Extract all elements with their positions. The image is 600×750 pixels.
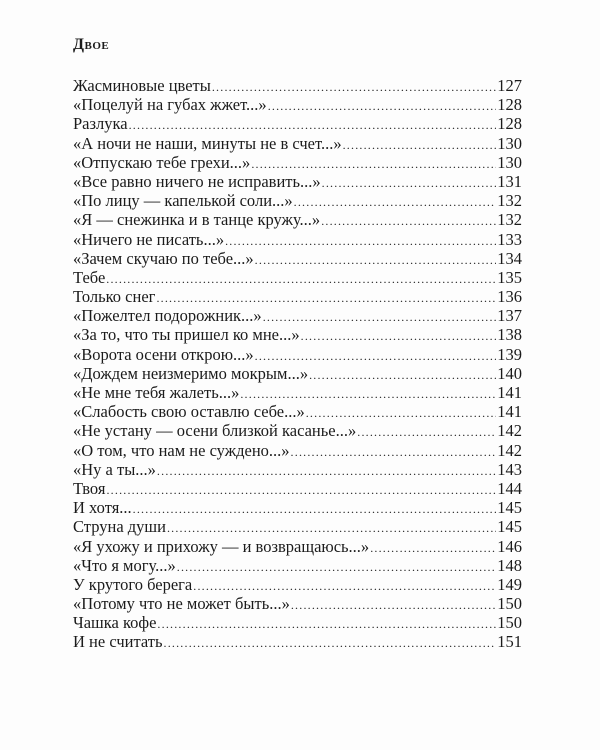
dot-leader [106, 481, 496, 500]
dot-leader [268, 97, 497, 116]
toc-entry-page: 133 [497, 229, 522, 249]
toc-entry-title: Чашка кофе [73, 613, 157, 633]
toc-entry-page: 130 [497, 152, 522, 172]
toc-entry [73, 383, 522, 402]
toc-entry-page: 134 [497, 248, 522, 268]
toc-entry [73, 632, 522, 651]
dot-leader [157, 615, 496, 634]
toc-entry-title: «Я — снежинка и в танце кружу...» [73, 210, 321, 230]
toc-entry-title: «А ночи не наши, минуты не в счет...» [73, 133, 342, 153]
toc-entry [73, 364, 522, 383]
dot-leader [133, 500, 497, 519]
toc-entry-title: «За то, что ты пришел ко мне...» [73, 325, 300, 345]
toc-entry-title: Твоя [73, 478, 106, 498]
toc-entry-title: «Не мне тебя жалеть...» [73, 383, 240, 402]
toc-entry [73, 76, 522, 95]
toc-entry-page: 145 [497, 517, 522, 537]
toc-entry-title: «Зачем скучаю по тебе...» [73, 248, 254, 268]
toc-entry-page: 146 [497, 536, 522, 556]
toc-entry-title: Жасминовые цветы [73, 76, 211, 95]
toc-entry [73, 345, 522, 364]
toc-entry-title: «Что я могу...» [73, 555, 176, 575]
toc-entry-page: 148 [497, 555, 522, 575]
toc-entry-title: «По лицу — капелькой соли...» [73, 191, 293, 211]
toc-entry-title: «О том, что нам не суждено...» [73, 440, 290, 460]
toc-entry-page: 141 [497, 383, 522, 402]
toc-entry [73, 249, 522, 268]
toc-entry-page: 132 [497, 210, 522, 230]
toc-entry-page: 144 [497, 478, 522, 498]
toc-entry-page: 137 [497, 306, 522, 326]
toc-entry-title: «Ворота осени открою...» [73, 344, 254, 364]
toc-entry [73, 479, 522, 498]
toc-entry [73, 575, 522, 594]
dot-leader [370, 539, 496, 558]
toc-entry-title: И хотя... [73, 498, 132, 518]
toc-entry-page: 139 [497, 344, 522, 364]
toc-entry [73, 517, 522, 536]
dot-leader [177, 558, 497, 577]
dot-leader [301, 327, 497, 346]
toc-entry-page: 132 [497, 191, 522, 211]
toc-entry-page: 130 [497, 133, 522, 153]
toc-entry-title: «Пожелтел подорожник...» [73, 306, 262, 326]
toc-entry-page: 141 [497, 402, 522, 422]
toc-entry [73, 441, 522, 460]
toc-entry [73, 268, 522, 287]
toc-entry [73, 153, 522, 172]
toc-entry-title: «Не устану — осени близкой касанье...» [73, 421, 357, 441]
toc-entry [73, 134, 522, 153]
toc-entry-page: 142 [497, 440, 522, 460]
dot-leader [106, 270, 496, 289]
toc-entry-title: «Все равно ничего не исправить...» [73, 171, 321, 191]
dot-leader [322, 174, 497, 193]
dot-leader [291, 443, 497, 462]
toc-entry-title: Разлука [73, 114, 128, 134]
toc-entry-title: «Дождем неизмеримо мокрым...» [73, 363, 309, 383]
toc-entry-title: У крутого берега [73, 574, 193, 594]
toc-entry-page: 140 [497, 363, 522, 383]
toc-entry-page: 128 [497, 114, 522, 134]
toc-entry-title: «Потому что не может быть...» [73, 594, 290, 614]
dot-leader [309, 366, 496, 385]
toc-entry [73, 306, 522, 325]
toc-entry [73, 498, 522, 517]
toc-entry-page: 128 [497, 95, 522, 115]
section-title: Двое [73, 36, 110, 53]
toc-entry-page: 150 [497, 594, 522, 614]
toc-entry-page: 151 [497, 632, 522, 652]
toc-entry-page: 149 [497, 574, 522, 594]
toc-entry [73, 191, 522, 210]
toc-entry [73, 172, 522, 191]
toc-entry [73, 594, 522, 613]
dot-leader [357, 423, 496, 442]
toc-entry-title: «Отпускаю тебе грехи...» [73, 152, 251, 172]
dot-leader [255, 251, 497, 270]
toc-entry-title: «Ну а ты...» [73, 459, 156, 479]
dot-leader [157, 462, 496, 481]
table-of-contents [73, 76, 522, 652]
dot-leader [164, 634, 497, 653]
toc-entry-page: 142 [497, 421, 522, 441]
toc-entry-page: 136 [497, 287, 522, 307]
toc-entry-page: 135 [497, 267, 522, 287]
toc-entry-title: «Слабость свою оставлю себе...» [73, 402, 305, 422]
toc-entry [73, 230, 522, 249]
toc-entry [73, 421, 522, 440]
dot-leader [343, 136, 497, 155]
toc-entry-title: «Ничего не писать...» [73, 229, 225, 249]
toc-entry [73, 460, 522, 479]
dot-leader [321, 212, 496, 231]
toc-entry [73, 537, 522, 556]
toc-entry [73, 325, 522, 344]
toc-entry-page: 138 [497, 325, 522, 345]
toc-entry-page: 127 [497, 76, 522, 95]
dot-leader [225, 232, 496, 251]
toc-entry [73, 287, 522, 306]
toc-entry [73, 613, 522, 632]
toc-entry-page: 145 [497, 498, 522, 518]
toc-entry-title: «Поцелуй на губах жжет...» [73, 95, 267, 115]
toc-entry-title: Струна души [73, 517, 166, 537]
toc-entry-title: Только снег [73, 287, 156, 307]
toc-entry [73, 114, 522, 133]
toc-entry-page: 143 [497, 459, 522, 479]
toc-entry [73, 402, 522, 421]
toc-entry-title: «Я ухожу и прихожу — и возвращаюсь...» [73, 536, 370, 556]
dot-leader [291, 596, 496, 615]
toc-entry-page: 131 [497, 171, 522, 191]
toc-entry-title: Тебе [73, 267, 106, 287]
dot-leader [294, 193, 497, 212]
toc-entry [73, 95, 522, 114]
toc-entry [73, 210, 522, 229]
toc-entry-page: 150 [497, 613, 522, 633]
toc-entry-title: И не считать [73, 632, 163, 652]
toc-entry [73, 556, 522, 575]
